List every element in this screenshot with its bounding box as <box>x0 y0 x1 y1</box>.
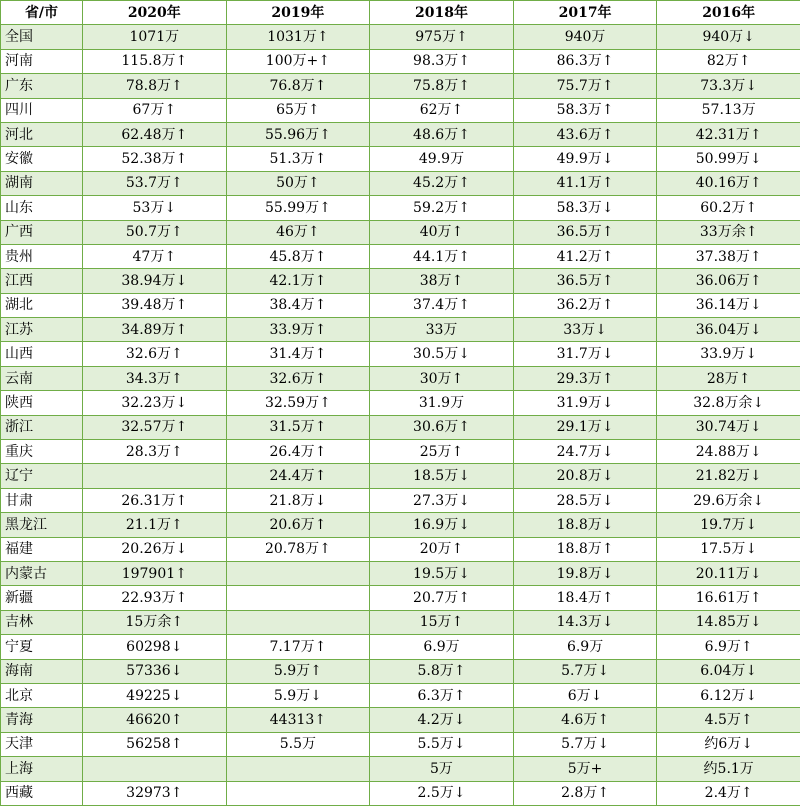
value-cell: 36.14万↓ <box>657 293 800 317</box>
value-cell: 24.4万↑ <box>226 464 370 488</box>
value-cell: 33万余↑ <box>657 220 800 244</box>
value-cell: 7.17万↑ <box>226 635 370 659</box>
value-cell: 6.12万↓ <box>657 683 800 707</box>
value-cell: 39.48万↑ <box>83 293 227 317</box>
value-cell: 49225↓ <box>83 683 227 707</box>
value-cell: 5.7万↓ <box>513 659 657 683</box>
header-year: 2017年 <box>513 1 657 25</box>
table-row <box>1 49 800 73</box>
region-cell: 河北 <box>1 122 83 146</box>
value-cell: 2.8万↑ <box>513 781 657 805</box>
value-cell: 44313↑ <box>226 708 370 732</box>
table-row <box>1 683 800 707</box>
value-cell: 20.8万↓ <box>513 464 657 488</box>
table-row <box>1 537 800 561</box>
value-cell: 51.3万↑ <box>226 147 370 171</box>
value-cell: 29.1万↓ <box>513 415 657 439</box>
value-cell: 53万↓ <box>83 196 227 220</box>
value-cell: 19.7万↓ <box>657 513 800 537</box>
table-row <box>1 122 800 146</box>
value-cell: 16.9万↓ <box>370 513 514 537</box>
value-cell: 22.93万↑ <box>83 586 227 610</box>
value-cell: 18.8万↑ <box>513 537 657 561</box>
header-region: 省/市 <box>1 1 83 25</box>
table-row <box>1 610 800 634</box>
value-cell: 31.4万↑ <box>226 342 370 366</box>
value-cell: 24.7万↓ <box>513 440 657 464</box>
value-cell: 32.6万↑ <box>226 366 370 390</box>
table-row <box>1 220 800 244</box>
value-cell: 2.4万↑ <box>657 781 800 805</box>
value-cell: 26.4万↑ <box>226 440 370 464</box>
header-year: 2016年 <box>657 1 800 25</box>
value-cell: 31.9万↓ <box>513 391 657 415</box>
value-cell: 16.61万↑ <box>657 586 800 610</box>
value-cell: 6.9万 <box>370 635 514 659</box>
region-cell: 广东 <box>1 74 83 98</box>
region-cell: 山东 <box>1 196 83 220</box>
value-cell: 31.7万↓ <box>513 342 657 366</box>
value-cell: 53.7万↑ <box>83 171 227 195</box>
value-cell: 52.38万↑ <box>83 147 227 171</box>
value-cell: 41.2万↑ <box>513 244 657 268</box>
value-cell: 62万↑ <box>370 98 514 122</box>
value-cell: 19.5万↓ <box>370 561 514 585</box>
value-cell: 32.59万↑ <box>226 391 370 415</box>
value-cell: 197901↑ <box>83 561 227 585</box>
value-cell: 15万余↑ <box>83 610 227 634</box>
value-cell: 28万↑ <box>657 366 800 390</box>
value-cell: 47万↑ <box>83 244 227 268</box>
value-cell: 33万↓ <box>513 318 657 342</box>
header-year: 2020年 <box>83 1 227 25</box>
value-cell: 1031万↑ <box>226 25 370 49</box>
region-cell: 广西 <box>1 220 83 244</box>
value-cell: 4.6万↑ <box>513 708 657 732</box>
table-row <box>1 415 800 439</box>
value-cell: 27.3万↓ <box>370 488 514 512</box>
value-cell: 25万↑ <box>370 440 514 464</box>
value-cell <box>226 757 370 781</box>
table-row <box>1 513 800 537</box>
value-cell <box>83 757 227 781</box>
value-cell: 约5.1万 <box>657 757 800 781</box>
table-body <box>1 25 800 806</box>
value-cell: 15万↑ <box>370 610 514 634</box>
value-cell: 36.5万↑ <box>513 269 657 293</box>
value-cell: 60.2万↑ <box>657 196 800 220</box>
value-cell: 6.9万 <box>513 635 657 659</box>
table-row <box>1 440 800 464</box>
value-cell: 57336↓ <box>83 659 227 683</box>
value-cell: 20万↑ <box>370 537 514 561</box>
table-row <box>1 391 800 415</box>
value-cell: 20.78万↑ <box>226 537 370 561</box>
region-cell: 黑龙江 <box>1 513 83 537</box>
table-row <box>1 488 800 512</box>
value-cell: 40.16万↑ <box>657 171 800 195</box>
region-cell: 安徽 <box>1 147 83 171</box>
value-cell: 34.89万↑ <box>83 318 227 342</box>
region-cell: 西藏 <box>1 781 83 805</box>
value-cell: 6.3万↑ <box>370 683 514 707</box>
table-row <box>1 244 800 268</box>
value-cell: 75.8万↑ <box>370 74 514 98</box>
value-cell: 20.11万↓ <box>657 561 800 585</box>
value-cell: 31.5万↑ <box>226 415 370 439</box>
value-cell: 1071万 <box>83 25 227 49</box>
value-cell: 45.8万↑ <box>226 244 370 268</box>
value-cell: 57.13万 <box>657 98 800 122</box>
value-cell <box>226 610 370 634</box>
table-row <box>1 757 800 781</box>
value-cell: 975万↑ <box>370 25 514 49</box>
value-cell: 65万↑ <box>226 98 370 122</box>
value-cell: 20.26万↓ <box>83 537 227 561</box>
table-row <box>1 732 800 756</box>
value-cell: 86.3万↑ <box>513 49 657 73</box>
table-row <box>1 269 800 293</box>
region-cell: 云南 <box>1 366 83 390</box>
value-cell: 28.3万↑ <box>83 440 227 464</box>
value-cell: 32973↑ <box>83 781 227 805</box>
region-cell: 贵州 <box>1 244 83 268</box>
value-cell: 46620↑ <box>83 708 227 732</box>
table-row <box>1 25 800 49</box>
value-cell: 59.2万↑ <box>370 196 514 220</box>
region-cell: 江苏 <box>1 318 83 342</box>
value-cell: 33.9万↑ <box>226 318 370 342</box>
value-cell: 100万+↑ <box>226 49 370 73</box>
region-cell: 天津 <box>1 732 83 756</box>
value-cell: 50万↑ <box>226 171 370 195</box>
value-cell: 73.3万↓ <box>657 74 800 98</box>
value-cell: 5.5万 <box>226 732 370 756</box>
value-cell: 36.2万↑ <box>513 293 657 317</box>
value-cell: 26.31万↑ <box>83 488 227 512</box>
table-row <box>1 171 800 195</box>
value-cell: 58.3万↑ <box>513 98 657 122</box>
value-cell: 76.8万↑ <box>226 74 370 98</box>
value-cell: 4.2万↓ <box>370 708 514 732</box>
region-cell: 甘肃 <box>1 488 83 512</box>
region-cell: 新疆 <box>1 586 83 610</box>
value-cell: 42.31万↑ <box>657 122 800 146</box>
region-cell: 浙江 <box>1 415 83 439</box>
value-cell: 19.8万↓ <box>513 561 657 585</box>
value-cell: 5.8万↑ <box>370 659 514 683</box>
table-row <box>1 196 800 220</box>
value-cell: 18.8万↓ <box>513 513 657 537</box>
value-cell: 38万↑ <box>370 269 514 293</box>
region-cell: 上海 <box>1 757 83 781</box>
value-cell: 6.9万↑ <box>657 635 800 659</box>
value-cell: 82万↑ <box>657 49 800 73</box>
value-cell: 50.7万↑ <box>83 220 227 244</box>
value-cell: 32.57万↑ <box>83 415 227 439</box>
value-cell: 38.4万↑ <box>226 293 370 317</box>
value-cell: 34.3万↑ <box>83 366 227 390</box>
table-row <box>1 147 800 171</box>
value-cell: 40万↑ <box>370 220 514 244</box>
value-cell: 28.5万↓ <box>513 488 657 512</box>
region-cell: 宁夏 <box>1 635 83 659</box>
table-row <box>1 366 800 390</box>
value-cell: 30.5万↓ <box>370 342 514 366</box>
value-cell: 67万↑ <box>83 98 227 122</box>
header-row <box>1 1 800 25</box>
value-cell: 44.1万↑ <box>370 244 514 268</box>
value-cell: 37.4万↑ <box>370 293 514 317</box>
value-cell: 58.3万↓ <box>513 196 657 220</box>
value-cell: 29.6万余↓ <box>657 488 800 512</box>
table-row <box>1 781 800 805</box>
value-cell: 33万 <box>370 318 514 342</box>
region-cell: 福建 <box>1 537 83 561</box>
table-row <box>1 708 800 732</box>
value-cell: 42.1万↑ <box>226 269 370 293</box>
value-cell: 5.7万↓ <box>513 732 657 756</box>
table-row <box>1 342 800 366</box>
value-cell: 30.74万↓ <box>657 415 800 439</box>
header-year: 2018年 <box>370 1 514 25</box>
value-cell: 46万↑ <box>226 220 370 244</box>
value-cell: 55.99万↑ <box>226 196 370 220</box>
value-cell: 36.04万↓ <box>657 318 800 342</box>
value-cell: 41.1万↑ <box>513 171 657 195</box>
value-cell: 20.7万↑ <box>370 586 514 610</box>
value-cell: 940万 <box>513 25 657 49</box>
region-cell: 海南 <box>1 659 83 683</box>
value-cell <box>226 781 370 805</box>
region-cell: 内蒙古 <box>1 561 83 585</box>
value-cell: 33.9万↓ <box>657 342 800 366</box>
value-cell: 62.48万↑ <box>83 122 227 146</box>
table-row <box>1 659 800 683</box>
region-cell: 全国 <box>1 25 83 49</box>
value-cell: 17.5万↓ <box>657 537 800 561</box>
table-row <box>1 561 800 585</box>
region-cell: 重庆 <box>1 440 83 464</box>
region-cell: 北京 <box>1 683 83 707</box>
region-cell: 江西 <box>1 269 83 293</box>
table-row <box>1 318 800 342</box>
value-cell: 21.8万↓ <box>226 488 370 512</box>
region-cell: 辽宁 <box>1 464 83 488</box>
table-row <box>1 635 800 659</box>
value-cell: 21.1万↑ <box>83 513 227 537</box>
value-cell: 18.5万↓ <box>370 464 514 488</box>
value-cell: 32.8万余↓ <box>657 391 800 415</box>
value-cell: 14.85万↓ <box>657 610 800 634</box>
value-cell: 49.9万↓ <box>513 147 657 171</box>
value-cell: 60298↓ <box>83 635 227 659</box>
value-cell: 37.38万↑ <box>657 244 800 268</box>
value-cell: 32.6万↑ <box>83 342 227 366</box>
value-cell: 49.9万 <box>370 147 514 171</box>
value-cell: 48.6万↑ <box>370 122 514 146</box>
header-year: 2019年 <box>226 1 370 25</box>
value-cell: 50.99万↓ <box>657 147 800 171</box>
region-cell: 青海 <box>1 708 83 732</box>
value-cell: 56258↑ <box>83 732 227 756</box>
table-row <box>1 74 800 98</box>
value-cell: 5.9万↑ <box>226 659 370 683</box>
value-cell <box>83 464 227 488</box>
table-row <box>1 586 800 610</box>
region-cell: 湖南 <box>1 171 83 195</box>
value-cell: 20.6万↑ <box>226 513 370 537</box>
value-cell: 5万 <box>370 757 514 781</box>
region-cell: 四川 <box>1 98 83 122</box>
value-cell: 115.8万↑ <box>83 49 227 73</box>
region-cell: 山西 <box>1 342 83 366</box>
value-cell: 14.3万↓ <box>513 610 657 634</box>
value-cell: 18.4万↑ <box>513 586 657 610</box>
value-cell: 6万↓ <box>513 683 657 707</box>
value-cell: 75.7万↑ <box>513 74 657 98</box>
value-cell <box>226 586 370 610</box>
value-cell: 21.82万↓ <box>657 464 800 488</box>
value-cell: 30.6万↑ <box>370 415 514 439</box>
value-cell: 43.6万↑ <box>513 122 657 146</box>
value-cell: 5.9万↓ <box>226 683 370 707</box>
value-cell: 45.2万↑ <box>370 171 514 195</box>
region-cell: 湖北 <box>1 293 83 317</box>
value-cell <box>226 561 370 585</box>
region-cell: 陕西 <box>1 391 83 415</box>
table-row <box>1 464 800 488</box>
value-cell: 30万↑ <box>370 366 514 390</box>
value-cell: 4.5万↑ <box>657 708 800 732</box>
value-cell: 2.5万↓ <box>370 781 514 805</box>
value-cell: 98.3万↑ <box>370 49 514 73</box>
value-cell: 24.88万↓ <box>657 440 800 464</box>
value-cell: 78.8万↑ <box>83 74 227 98</box>
region-cell: 河南 <box>1 49 83 73</box>
value-cell: 36.06万↑ <box>657 269 800 293</box>
value-cell: 31.9万 <box>370 391 514 415</box>
value-cell: 940万↓ <box>657 25 800 49</box>
value-cell: 29.3万↑ <box>513 366 657 390</box>
value-cell: 6.04万↓ <box>657 659 800 683</box>
value-cell: 36.5万↑ <box>513 220 657 244</box>
value-cell: 38.94万↓ <box>83 269 227 293</box>
value-cell: 5万+ <box>513 757 657 781</box>
table-row <box>1 293 800 317</box>
table-row <box>1 98 800 122</box>
region-cell: 吉林 <box>1 610 83 634</box>
value-cell: 55.96万↑ <box>226 122 370 146</box>
value-cell: 32.23万↓ <box>83 391 227 415</box>
value-cell: 5.5万↓ <box>370 732 514 756</box>
value-cell: 约6万↓ <box>657 732 800 756</box>
